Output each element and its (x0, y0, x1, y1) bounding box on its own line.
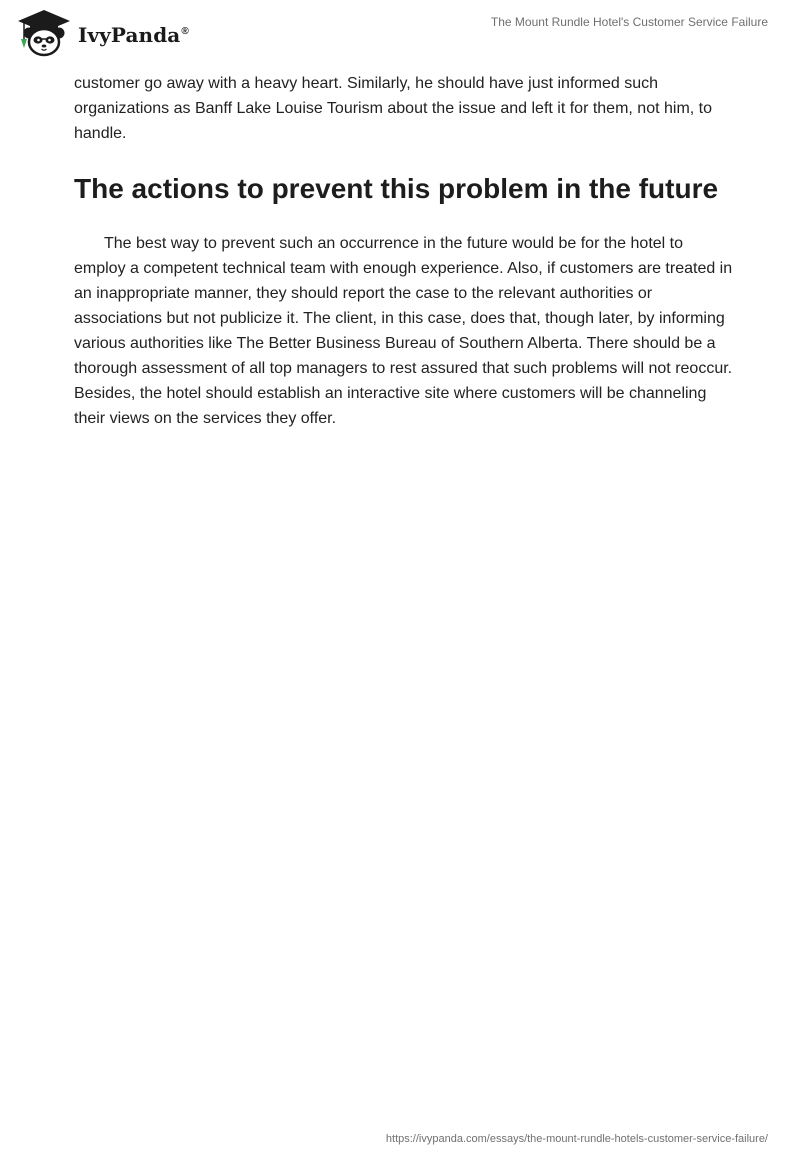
footer-source-url[interactable]: https://ivypanda.com/essays/the-mount-rundle-hotels-customer-service-failure/ (385, 1133, 768, 1145)
essay-content (74, 71, 734, 431)
ivypanda-logo[interactable] (16, 8, 189, 58)
document-title: The Mount Rundle Hotel's Customer Service Failure (490, 15, 768, 29)
paragraph-continued: customer go away with a heavy heart. Similarly, he should have just informed such organizations as Banff Lake Louise Tourism about the issue and left it for them, not him, to handle. (74, 75, 712, 142)
section-heading: The actions to prevent this problem in the future (74, 173, 719, 204)
paragraph-main: The best way to prevent such an occurrence in the future would be for the hotel to employ a competent technical team with enough experience. Also, if customers are treated in an inappropriate manner, they should report the case to the relevant authorities or associations but not publicize it. The client, in this case, does that, though later, by informing various authorities like The Better Business Bureau of Southern Alberta. There should be a thorough assessment of all top managers to rest assured that such problems will not reoccur. Besides, the hotel should establish an interactive site where customers will be channeling their views on the services they offer. (74, 235, 733, 427)
panda-graduate-icon (16, 8, 72, 58)
registered-mark: ® (181, 26, 189, 38)
logo-wordmark: IvyPanda® (78, 23, 189, 47)
page-header (0, 0, 800, 66)
